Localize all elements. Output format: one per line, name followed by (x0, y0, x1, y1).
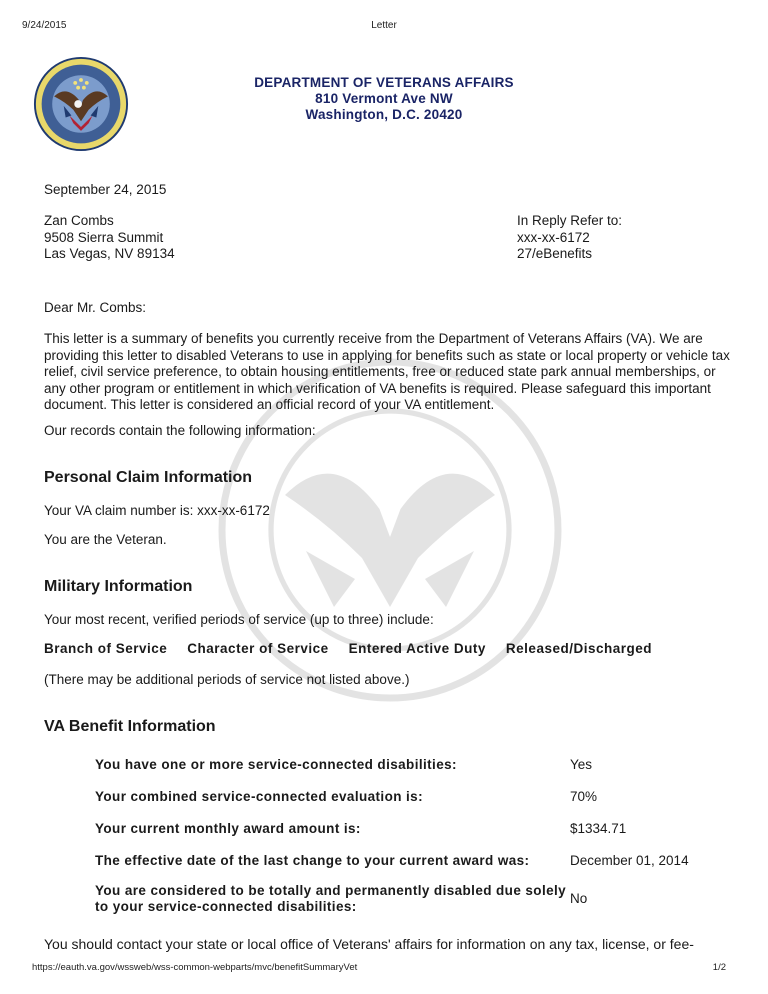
personal-claim-heading: Personal Claim Information (44, 469, 253, 486)
benefit-value: $1334.71 (570, 821, 627, 836)
letterhead-street: 810 Vermont Ave NW (315, 91, 453, 106)
benefit-row (95, 877, 715, 921)
benefit-label: You have one or more service-connected disabilities: (95, 757, 457, 772)
print-header (0, 0, 768, 40)
records-intro: Our records contain the following information: (44, 423, 316, 438)
service-table-header (44, 641, 672, 656)
print-date: 9/24/2015 (22, 20, 67, 31)
benefit-label: You are considered to be totally and permanently disabled due solely to your service-connected disabilities: (95, 883, 567, 914)
reply-code: 27/eBenefits (517, 246, 593, 261)
salutation: Dear Mr. Combs: (44, 300, 147, 315)
claim-number: Your VA claim number is: xxx-xx-6172 (44, 503, 270, 518)
benefit-value: Yes (570, 757, 593, 772)
benefit-value: December 01, 2014 (570, 853, 689, 868)
benefit-heading: VA Benefit Information (44, 718, 216, 735)
col-branch: Branch of Service (44, 641, 168, 656)
print-url: https://eauth.va.gov/wssweb/wss-common-webparts/mvc/benefitSummaryVet (32, 962, 358, 973)
benefit-value: 70% (570, 789, 598, 804)
service-periods-intro: Your most recent, verified periods of service (up to three) include: (44, 612, 434, 627)
recipient-name: Zan Combs (44, 213, 114, 228)
reply-reference (517, 213, 622, 263)
recipient-street: 9508 Sierra Summit (44, 229, 164, 245)
col-character: Character of Service (187, 641, 329, 656)
benefit-value: No (570, 891, 588, 906)
col-released: Released/Discharged (505, 641, 652, 656)
benefit-label: Your combined service-connected evaluation is: (95, 789, 423, 804)
veteran-status: You are the Veteran. (44, 532, 167, 547)
benefit-row (95, 781, 715, 813)
letter-date: September 24, 2015 (44, 182, 167, 197)
recipient-address (44, 213, 175, 263)
intro-paragraph: This letter is a summary of benefits you currently receive from the Department of Veterans Affairs (VA). We are providing this letter to disabled Veterans to use in applying for benefits such as state or local property or vehicle tax relief, civil service preference, to obtain housing entitlements, free or reduced state park annual memberships, or any other program or entitlement in which verification of VA benefits is required. Please safeguard this important document. This letter is considered an official record of your VA entitlement. (44, 331, 730, 412)
letterhead-org: DEPARTMENT OF VETERANS AFFAIRS (254, 75, 514, 90)
service-note: (There may be additional periods of service not listed above.) (44, 672, 410, 687)
letterhead-city: Washington, D.C. 20420 (305, 107, 463, 122)
closing-paragraph: You should contact your state or local office of Veterans' affairs for information on any tax, license, or fee- (44, 936, 694, 952)
benefit-row (95, 813, 715, 845)
letterhead (0, 75, 768, 123)
benefit-label: The effective date of the last change to your current award was: (95, 853, 530, 868)
print-title: Letter (371, 20, 397, 31)
benefit-label: Your current monthly award amount is: (95, 821, 361, 836)
page-number: 1/2 (712, 962, 726, 973)
benefit-table (95, 749, 715, 921)
military-heading: Military Information (44, 578, 193, 595)
benefit-row (95, 845, 715, 877)
col-entered: Entered Active Duty (348, 641, 486, 656)
reply-label: In Reply Refer to: (517, 213, 623, 228)
benefit-row (95, 749, 715, 781)
reply-file-number: xxx-xx-6172 (517, 229, 590, 245)
recipient-city: Las Vegas, NV 89134 (44, 246, 175, 261)
